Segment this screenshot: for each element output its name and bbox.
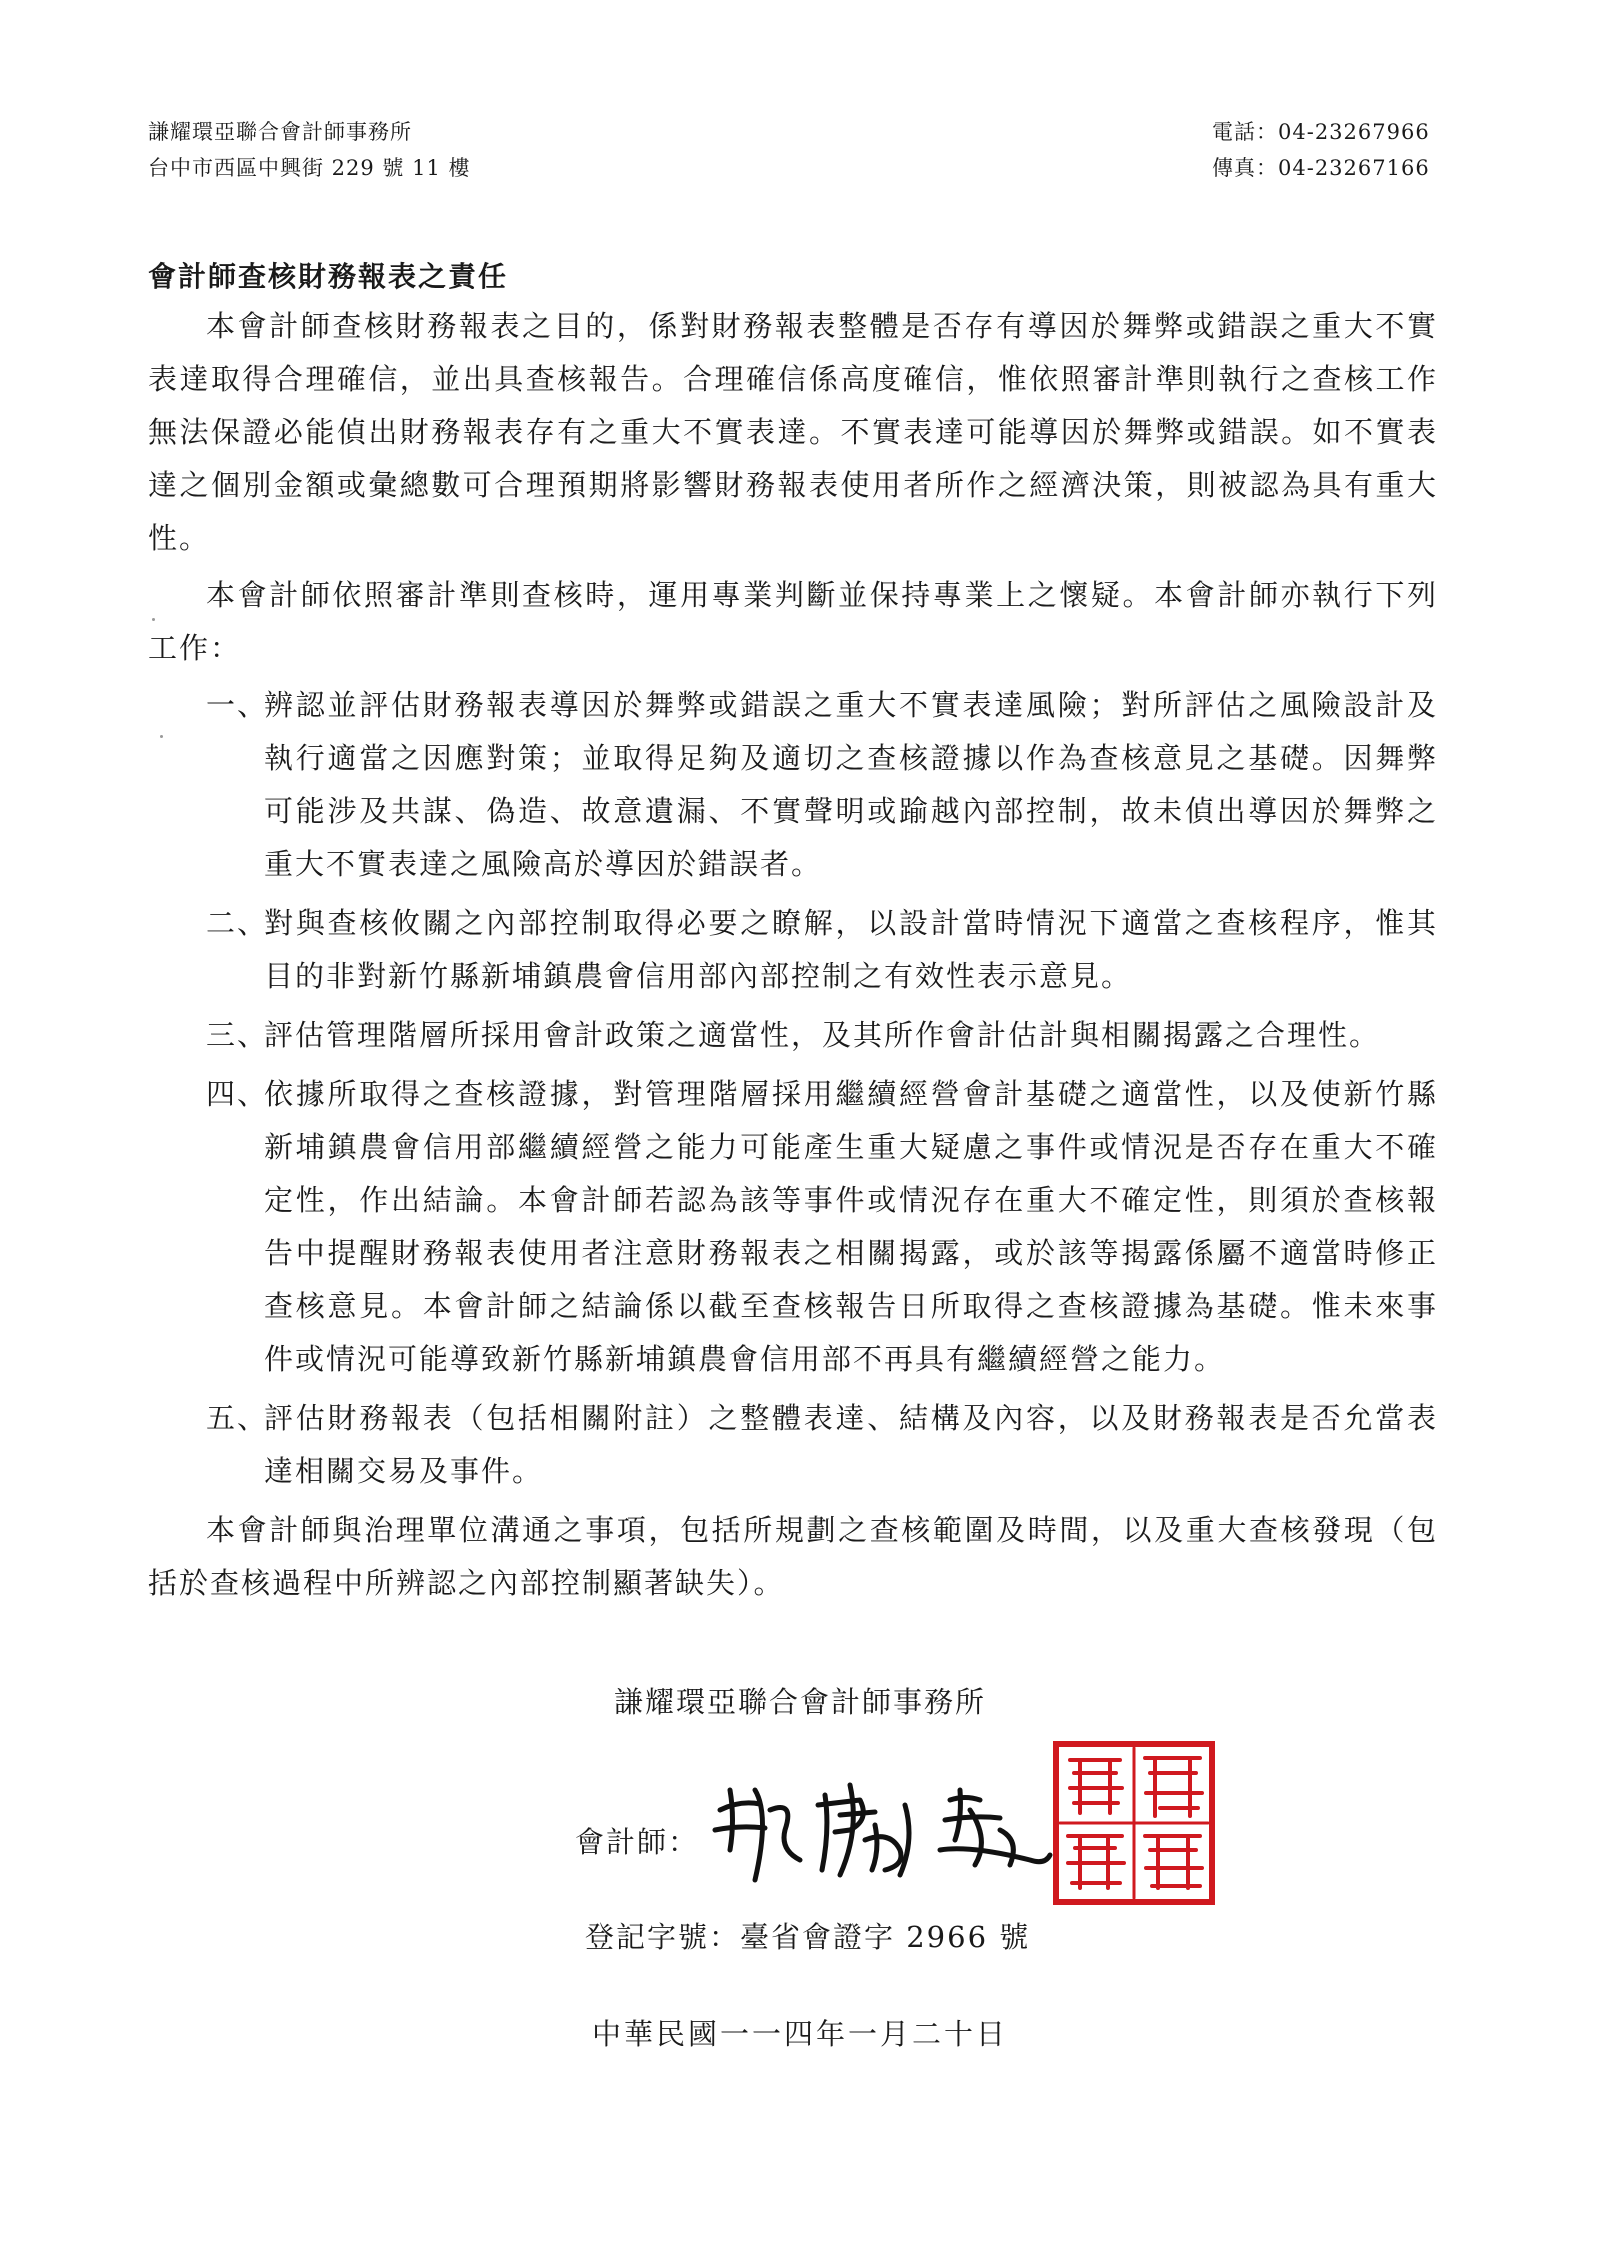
list-item: [148, 1392, 1438, 1498]
section-title: 會計師查核財務報表之責任: [148, 260, 509, 293]
list-item-text: 評估財務報表（包括相關附註）之整體表達、結構及內容，以及財務報表是否允當表達相關交易及事件。: [264, 1401, 1438, 1488]
list-item-text: 對與查核攸關之內部控制取得必要之瞭解，以設計當時情況下適當之查核程序，惟其目的非對新竹縣新埔鎮農會信用部內部控制之有效性表示意見。: [264, 906, 1438, 993]
registration-number: 登記字號：臺省會證字 2966 號: [585, 1920, 1031, 1954]
list-item-text: 評估管理階層所採用會計政策之適當性，及其所作會計估計與相關揭露之合理性。: [264, 1018, 1381, 1052]
report-body: [148, 300, 1438, 1610]
list-marker: 四、: [206, 1077, 269, 1111]
list-item-text: 辨認並評估財務報表導因於舞弊或錯誤之重大不實表達風險；對所評估之風險設計及執行適當之因應對策；並取得足夠及適切之查核證據以作為查核意見之基礎。因舞弊可能涉及共謀、偽造、故意遺漏、不實聲明或踰越內部控制，故未偵出導因於舞弊之重大不實表達之風險高於導因於錯誤者。: [264, 688, 1438, 881]
letterhead-firm-name: 謙耀環亞聯合會計師事務所: [148, 120, 412, 144]
report-date: 中華民國一一四年一月二十日: [591, 2017, 1008, 2051]
letterhead-fax: 傳真：04-23267166: [1212, 156, 1430, 180]
list-item: [148, 1009, 1438, 1062]
list-marker: 二、: [206, 906, 269, 940]
letterhead-address: 台中市西區中興街 229 號 11 樓: [148, 156, 471, 180]
list-item-text: 依據所取得之查核證據，對管理階層採用繼續經營會計基礎之適當性，以及使新竹縣新埔鎮農會信用部繼續經營之能力可能產生重大疑慮之事件或情況是否存在重大不確定性，作出結論。本會計師若認為該等事件或情況存在重大不確定性，則須於查核報告中提醒財務報表使用者注意財務報表之相關揭露，或於該等揭露係屬不適當時修正查核意見。本會計師之結論係以截至查核報告日所取得之查核證據為基礎。惟未來事件或情況可能導致新竹縣新埔鎮農會信用部不再具有繼續經營之能力。: [264, 1077, 1438, 1376]
list-item: [148, 1068, 1438, 1386]
scan-speck: [160, 735, 163, 738]
handwritten-signature: [700, 1770, 1060, 1890]
list-item: [148, 679, 1438, 891]
paragraph-governance: 本會計師與治理單位溝通之事項，包括所規劃之查核範圍及時間，以及重大查核發現（包括於查核過程中所辨認之內部控制顯著缺失）。: [148, 1513, 1438, 1600]
letterhead-right: [1212, 114, 1430, 186]
paragraph-procedures-intro: 本會計師依照審計準則查核時，運用專業判斷並保持專業上之懷疑。本會計師亦執行下列工作：: [148, 578, 1438, 665]
list-marker: 三、: [206, 1018, 269, 1052]
scan-speck: [152, 618, 155, 621]
procedures-list: [148, 679, 1438, 1498]
letterhead-left: [148, 114, 471, 186]
cpa-label: 會計師：: [575, 1825, 700, 1859]
letterhead-phone: 電話：04-23267966: [1212, 120, 1430, 144]
list-marker: 五、: [206, 1401, 269, 1435]
cpa-seal: [1050, 1738, 1218, 1908]
list-marker: 一、: [206, 688, 269, 722]
signing-firm-name: 謙耀環亞聯合會計師事務所: [613, 1685, 986, 1719]
paragraph-purpose: 本會計師查核財務報表之目的，係對財務報表整體是否存有導因於舞弊或錯誤之重大不實表達取得合理確信，並出具查核報告。合理確信係高度確信，惟依照審計準則執行之查核工作無法保證必能偵出財務報表存有之重大不實表達。不實表達可能導因於舞弊或錯誤。如不實表達之個別金額或彙總數可合理預期將影響財務報表使用者所作之經濟決策，則被認為具有重大性。: [148, 309, 1438, 555]
list-item: [148, 897, 1438, 1003]
